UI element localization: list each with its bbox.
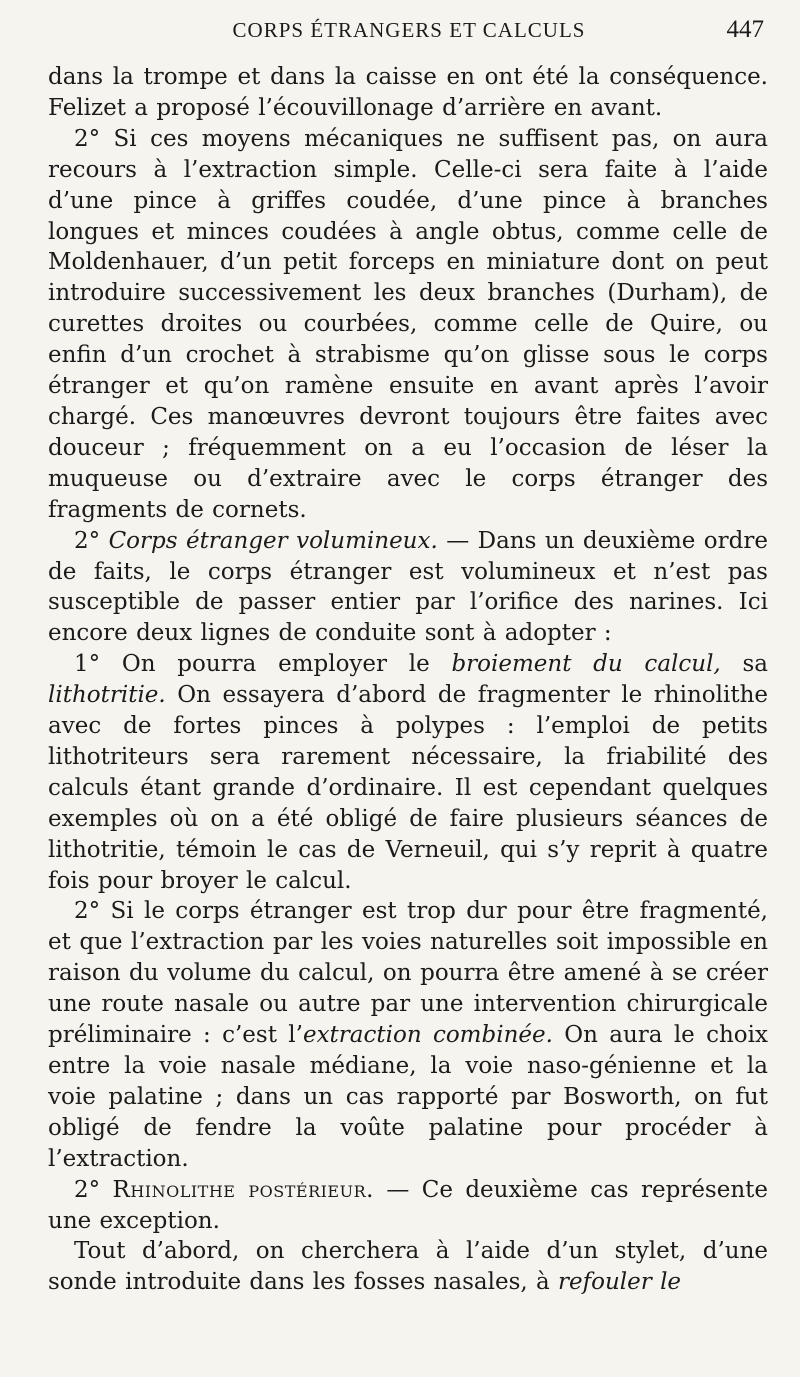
- text-segment: dans la trompe et dans la caisse en ont été la conséquence. Felizet a proposé l’écouvillonage d’arrière en avant.: [48, 64, 768, 121]
- italic-term: broiement du calcul,: [451, 651, 721, 678]
- page-header: [48, 18, 770, 48]
- text-segment: On aura le choix entre la voie nasale médiane, la voie naso-génienne et la voie palatine ; dans un cas rapporté par Bosworth, on fut obligé de fendre la voûte palatine pour procéder à l’extraction.: [48, 1022, 768, 1172]
- paragraph-3: [48, 526, 768, 650]
- text-segment: sa: [720, 651, 768, 678]
- text-segment: On essayera d’abord de fragmenter le rhinolithe avec de fortes pinces à polypes : l’emploi de petits lithotriteurs sera rarement nécessaire, la friabilité des calculs étant grande d’ordinaire. Il est cependant quelques exemples où on a été obligé de faire plusieurs séances de lithotritie, témoin le cas de Verneuil, qui s’y reprit à quatre fois pour broyer le calcul.: [48, 682, 768, 894]
- text-segment: — Dans un deuxième ordre de faits, le corps étranger est volumineux et n’est pas susceptible de passer entier par l’orifice des narines. Ici encore deux lignes de conduite sont à adopter :: [48, 527, 768, 647]
- italic-heading: Corps étranger volumineux.: [108, 527, 438, 554]
- page-number: 447: [726, 16, 764, 43]
- paragraph-2: [48, 124, 768, 526]
- paragraph-4: [48, 649, 768, 896]
- running-title: CORPS ÉTRANGERS ET CALCULS: [232, 18, 586, 42]
- text-segment: Tout d’abord, on cherchera à l’aide d’un stylet, d’une sonde introduite dans les fosses nasales, à: [48, 1238, 768, 1296]
- text-segment: 1° On pourra employer le: [74, 651, 452, 678]
- text-segment: 2°: [74, 527, 109, 554]
- text-segment: 2° Si ces moyens mécaniques ne suffisent pas, on aura recours à l’extraction simple. Celle-ci sera faite à l’aide d’une pince à griffes coudée, d’une pince à branches longues et minces coudées à angle obtus, comme celle de Moldenhauer, d’un petit forceps en miniature dont on peut introduire successivement les deux branches (Durham), de curettes droites ou courbées, comme celle de Quire, ou enfin d’un crochet à strabisme qu’on glisse sous le corps étranger et qu’on ramène ensuite en avant après l’avoir chargé. Ces manœuvres devront toujours être faites avec douceur ; fréquemment on a eu l’occasion de léser la muqueuse ou d’extraire avec le corps étranger des fragments de cornets.: [48, 125, 768, 523]
- paragraph-5: [48, 896, 768, 1174]
- paragraph-6: [48, 1175, 768, 1237]
- text-segment: — Ce deuxième cas représente une exception.: [48, 1176, 769, 1234]
- text-segment: 2° Si le corps étranger est trop dur pour être fragmenté, et que l’extraction par les voies naturelles soit impossible en raison du volume du calcul, on pourra être amené à se créer une route nasale ou autre par une intervention chirurgicale préliminaire : c’est l’: [48, 898, 768, 1049]
- paragraph-7: [48, 1236, 768, 1298]
- italic-term: refouler le: [558, 1269, 682, 1296]
- page-body: [48, 62, 768, 1298]
- text-segment: 2°: [74, 1176, 113, 1203]
- italic-term: extraction combinée.: [302, 1022, 553, 1049]
- smallcaps-heading: Rhinolithe postérieur.: [112, 1176, 374, 1203]
- paragraph-1: [48, 62, 768, 124]
- italic-term: lithotritie.: [48, 682, 166, 709]
